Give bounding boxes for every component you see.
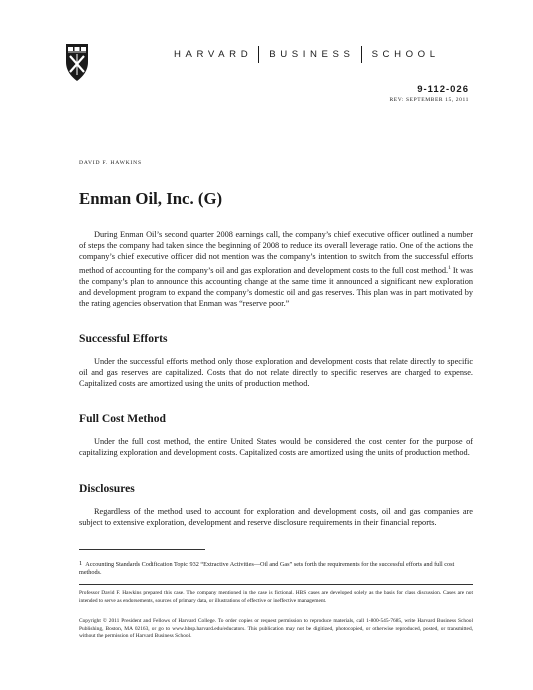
section-body-disclosures: Regardless of the method used to account for exploration and development costs, oil and gas companies are subject to extensive exploration, development and reserve disclosure requirements in their financial reports.: [79, 507, 473, 528]
section-heading-disclosures: Disclosures: [79, 482, 135, 495]
footnote-mark: 1: [79, 560, 83, 567]
revision-date: REV: SEPTEMBER 15, 2011: [389, 97, 469, 103]
case-title: Enman Oil, Inc. (G): [79, 189, 223, 208]
copyright-notice: Copyright © 2011 President and Fellows of Harvard College. To order copies or request permission to reproduce materials, call 1-800-545-7685, write Harvard Business School Publishing, Boston, MA 02163, or go to www.hbsp.harvard.edu/educators. This publication may not be digitized, photocopied, or otherwise reproduced, posted, or transmitted, without the permission of Harvard Business School.: [79, 618, 473, 640]
intro-paragraph: [79, 229, 473, 309]
footnote-divider: [79, 549, 205, 550]
masthead-word-business: BUSINESS: [269, 49, 355, 60]
preparation-note: Professor David F. Hawkins prepared this case. The company mentioned in the case is fictional. HBS cases are developed solely as the basis for class discussion. Cases are not intended to serve as endorsements, sources of primary data, or illustrations of effective or ineffective management.: [79, 590, 473, 604]
school-masthead: [174, 46, 440, 63]
intro-text: During Enman Oil’s second quarter 2008 earnings call, the company’s chief executive officer outlined a number of steps the company had taken since the beginning of 2008 to reduce its overall leverage ratio. One of the actions the company’s chief executive officer did not mention was the company’s intention to switch from the successful efforts method of accounting for the company’s oil and gas exploration and development costs to the full cost method.: [79, 230, 473, 275]
footnote: [79, 560, 473, 578]
intro-text-continued: It was the company’s plan to announce this accounting change at the same time it announced a significant new exploration and development program to expand the company’s domestic oil and gas reserves. This plan was in part motivated by the rating agencies observation that Enman was “reserve poor.”: [79, 265, 473, 308]
author-name: DAVID F. HAWKINS: [79, 160, 142, 166]
masthead-word-harvard: HARVARD: [174, 49, 253, 60]
section-heading-full-cost: Full Cost Method: [79, 412, 166, 425]
section-body-full-cost: Under the full cost method, the entire United States would be considered the cost center for the purpose of capitalizing exploration and development costs. Capitalized costs are amortized using the units of production method.: [79, 437, 473, 458]
masthead-divider: [361, 46, 362, 63]
section-body-successful-efforts: Under the successful efforts method only those exploration and development costs that relate directly to specific oil and gas reserves are capitalized. Costs that do not relate directly to specific reserves are charged to expense. Capitalized costs are amortized using the units of production method.: [79, 357, 473, 389]
footnote-text: Accounting Standards Codification Topic 932 “Extractive Activities—Oil and Gas” sets forth the requirements for the successful efforts and full cost methods.: [79, 561, 455, 577]
masthead-divider: [258, 46, 259, 63]
masthead-word-school: SCHOOL: [371, 49, 440, 60]
footnote-reference: 1: [448, 264, 451, 271]
section-heading-successful-efforts: Successful Efforts: [79, 332, 168, 345]
case-number: 9-112-026: [417, 84, 469, 95]
legal-divider: [79, 584, 473, 585]
harvard-shield-icon: [65, 42, 89, 82]
